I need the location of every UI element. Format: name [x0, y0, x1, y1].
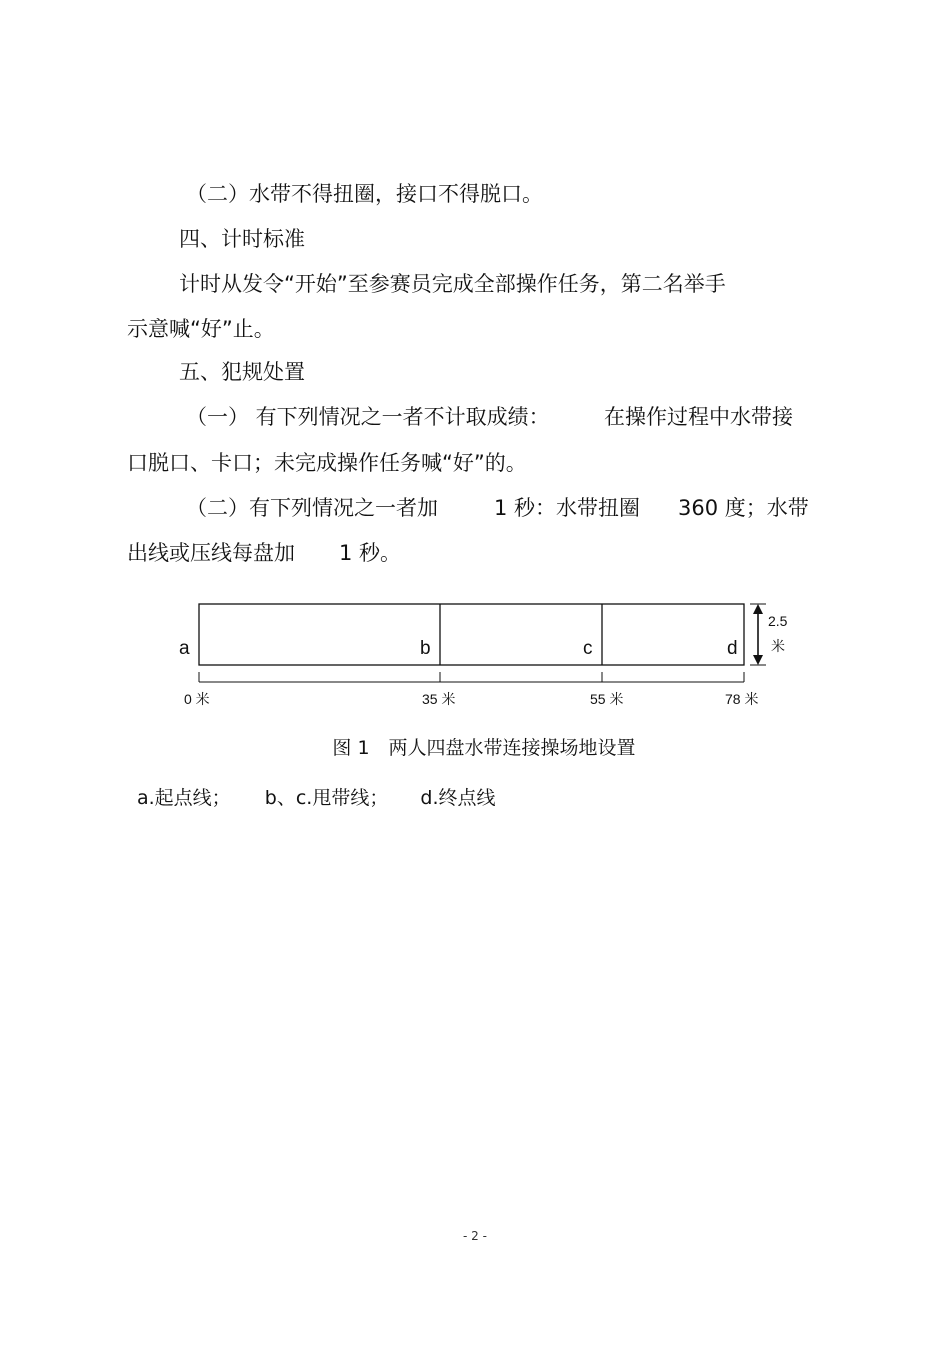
page-number: - 2 -: [463, 1229, 487, 1243]
distance-label-78: 78 米: [725, 691, 759, 707]
violation-item-2-line-2b: 1 秒。: [339, 541, 402, 565]
legend-a: a.起点线；: [137, 787, 231, 809]
distance-label-0: 0 米: [184, 691, 210, 707]
figure-legend: [137, 787, 496, 809]
legend-d: d.终点线: [420, 787, 496, 809]
distance-label-55: 55 米: [590, 691, 624, 707]
section-heading-timing: 四、计时标准: [179, 227, 305, 251]
violation-item-1-line-2: 口脱口、卡口；未完成操作任务喊“好”的。: [127, 451, 527, 475]
timing-paragraph-line-2: 示意喊“好”止。: [127, 317, 275, 341]
legend-bc: b、c.甩带线；: [264, 787, 389, 809]
zone-label-c: c: [583, 638, 593, 659]
zone-label-b: b: [420, 638, 431, 659]
field-outline: [199, 604, 744, 665]
violation-item-2-line-2a: 出线或压线每盘加: [127, 541, 295, 565]
section-heading-violations: 五、犯规处置: [179, 360, 305, 384]
violation-item-2-line-1c: 360 度；水带: [678, 496, 809, 520]
width-value: 2.5: [768, 613, 788, 629]
field-layout-svg: [170, 596, 800, 716]
field-layout-diagram: [170, 596, 800, 716]
zone-label-a: a: [179, 638, 190, 659]
distance-label-35: 35 米: [422, 691, 456, 707]
width-arrow-up: [753, 604, 763, 614]
violation-item-2-line-1a: （二）有下列情况之一者加: [186, 496, 438, 520]
violation-item-1-line-1b: 在操作过程中水带接: [604, 405, 793, 429]
timing-paragraph-line-1: 计时从发令“开始”至参赛员完成全部操作任务，第二名举手: [179, 272, 726, 296]
width-arrow-down: [753, 655, 763, 665]
figure-caption: 图 1 两人四盘水带连接操场地设置: [332, 737, 636, 759]
rule-item-no-twist: （二）水带不得扭圈，接口不得脱口。: [186, 182, 543, 206]
width-unit: 米: [771, 638, 785, 654]
zone-label-d: d: [727, 638, 738, 659]
violation-item-2-line-1b: 1 秒：水带扭圈: [494, 496, 641, 520]
violation-item-1-line-1a: （一） 有下列情况之一者不计取成绩：: [186, 405, 550, 429]
